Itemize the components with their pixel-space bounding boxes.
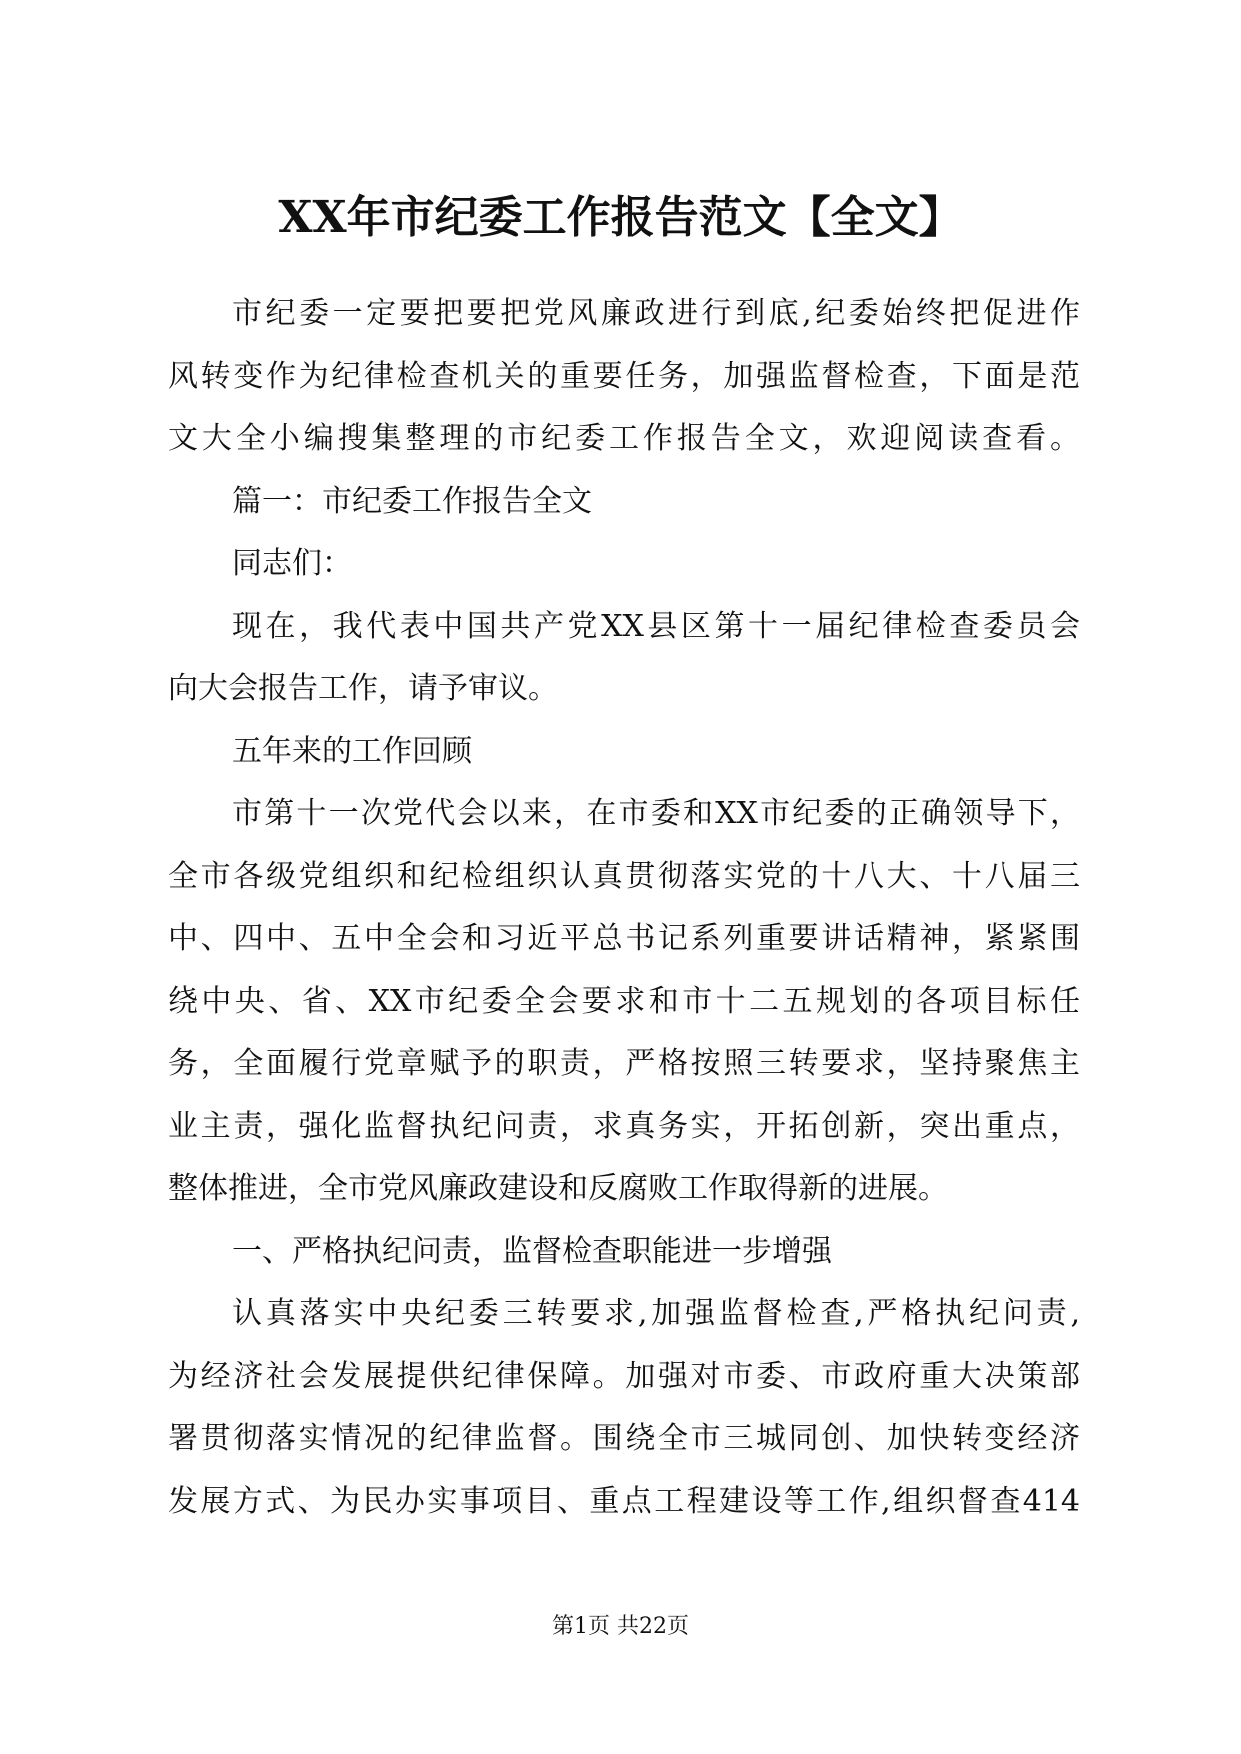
document-title: XX年市纪委工作报告范文【全文】 — [278, 192, 963, 243]
paragraph-line: 现在，我代表中国共产党XX县区第十一届纪律检查委员会 — [232, 608, 1080, 644]
paragraph-line: 文大全小编搜集整理的市纪委工作报告全文，欢迎阅读查看。 — [168, 421, 1080, 456]
paragraph-line: 中、四中、五中全会和习近平总书记系列重要讲话精神，紧紧围 — [168, 921, 1080, 956]
paragraph-line: 为经济社会发展提供纪律保障。加强对市委、市政府重大决策部 — [168, 1358, 1080, 1394]
paragraph-line: 全市各级党组织和纪检组织认真贯彻落实党的十八大、十八届三 — [168, 858, 1080, 894]
paragraph-line: 市纪委一定要把要把党风廉政进行到底,纪委始终把促进作 — [232, 296, 1080, 331]
paragraph-line: 务，全面履行党章赋予的职责，严格按照三转要求，坚持聚焦主 — [168, 1046, 1080, 1081]
paragraph-line: 绕中央、省、XX市纪委全会要求和市十二五规划的各项目标任 — [168, 983, 1080, 1019]
section-heading: 一、严格执纪问责，监督检查职能进一步增强 — [232, 1233, 832, 1269]
paragraph-line: 风转变作为纪律检查机关的重要任务，加强监督检查，下面是范 — [168, 358, 1080, 394]
paragraph-line: 业主责，强化监督执纪问责，求真务实，开拓创新，突出重点， — [168, 1108, 1080, 1144]
paragraph-line: 认真落实中央纪委三转要求,加强监督检查,严格执纪问责, — [232, 1296, 1080, 1331]
paragraph-line: 市第十一次党代会以来，在市委和XX市纪委的正确领导下， — [232, 796, 1080, 831]
section-heading: 五年来的工作回顾 — [232, 733, 472, 769]
paragraph-line: 向大会报告工作，请予审议。 — [168, 671, 558, 706]
paragraph-line: 发展方式、为民办实事项目、重点工程建设等工作,组织督查414 — [168, 1483, 1080, 1519]
document-body — [168, 283, 1080, 1533]
page-footer: 第1页 共22页 — [552, 1614, 689, 1639]
salutation: 同志们： — [232, 546, 352, 581]
paragraph-line: 整体推进，全市党风廉政建设和反腐败工作取得新的进展。 — [168, 1171, 948, 1206]
paragraph-line: 署贯彻落实情况的纪律监督。围绕全市三城同创、加快转变经济 — [168, 1421, 1080, 1456]
section-heading: 篇一：市纪委工作报告全文 — [232, 483, 592, 519]
